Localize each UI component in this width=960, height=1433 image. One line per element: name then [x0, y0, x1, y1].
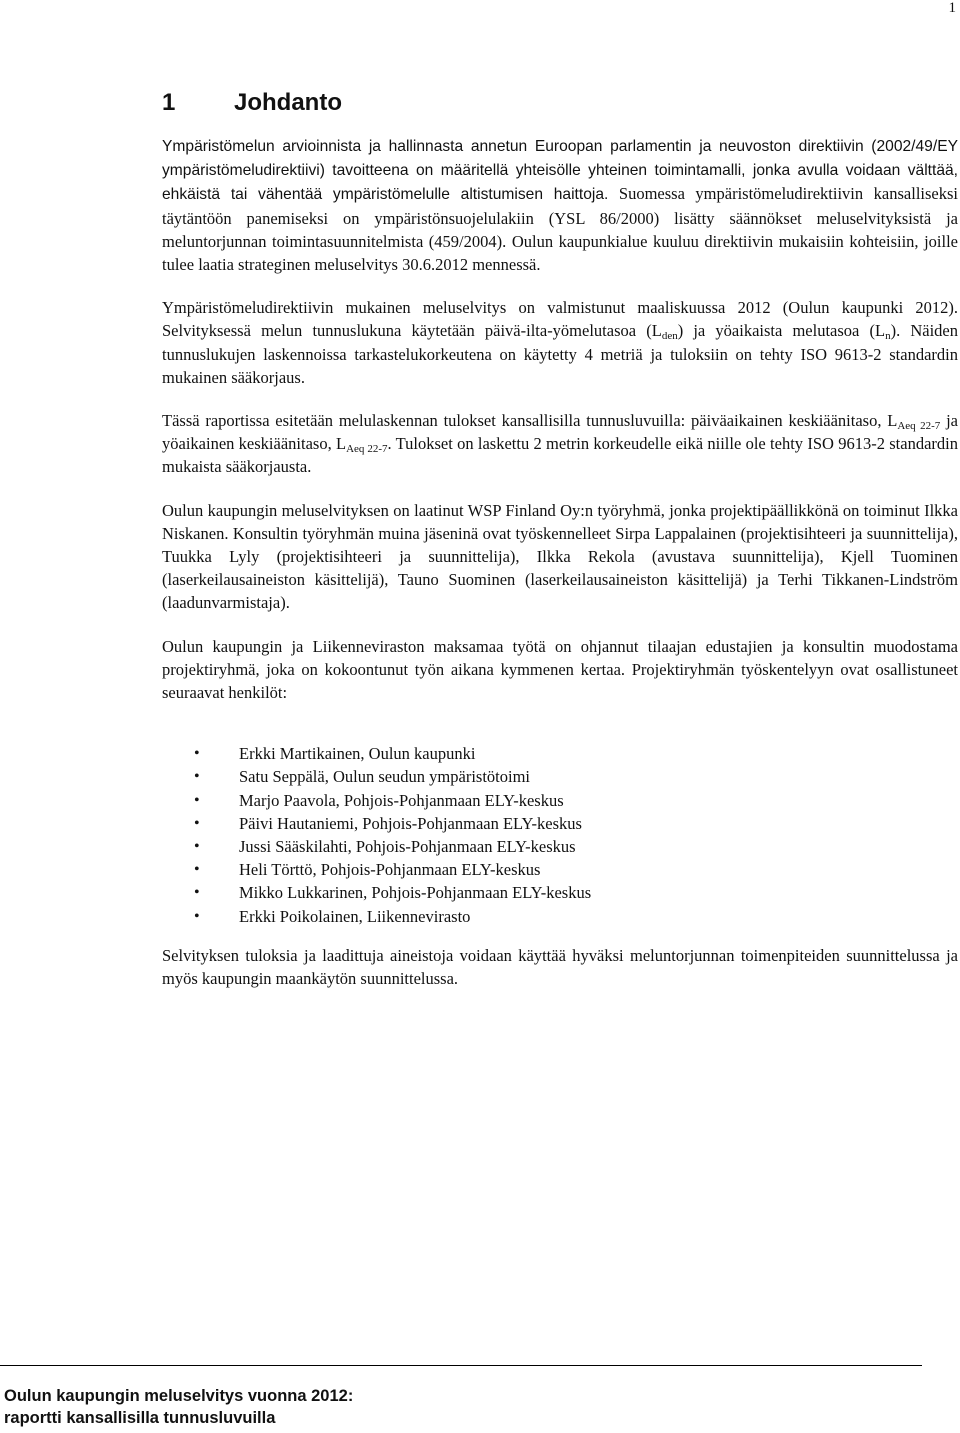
text-run: Ympäristömeludirektiivin mukainen meluselvitys on valmistunut maaliskuussa 2012 (Oulun kaupunki 2012). Selvityksessä melun tunnuslukuna käytetään päivä-ilta-yömelutasoa (L — [162, 298, 958, 341]
subscript: Aeq 22-7 — [346, 443, 388, 456]
subscript: den — [661, 330, 678, 343]
paragraph-intro-serif-a: Suomessa ympäristömeludirektiivin kansalliseksi täytäntöön panemiseksi on ympäristönsuojelulakiin (YSL 86/2000) lisätty säännökset meluselvityksistä ja meluntorjunnan toimintasuunnitelmista (459/2004). — [162, 184, 958, 251]
subscript: n — [885, 330, 891, 343]
paragraph-usage: Selvityksen tuloksia ja laadittuja aineistoja voidaan käyttää hyväksi meluntorjunnan toimenpiteiden suunnittelussa ja myös kaupungin maankäytön suunnittelussa. — [162, 945, 958, 989]
list-item — [162, 858, 958, 881]
footer-line-2: raportti kansallisilla tunnusluvuilla — [4, 1409, 276, 1427]
text-run: ) ja yöaikaista melutasoa (L — [677, 321, 886, 341]
page-number: 1 — [948, 0, 956, 16]
document-body — [162, 88, 958, 1010]
page-footer — [4, 1385, 353, 1429]
section-title: Johdanto — [234, 89, 342, 116]
footer-divider — [0, 1365, 922, 1366]
paragraph-intro-sans: Ympäristömelun arvioinnista ja hallinnasta annetun Euroopan parlamentin ja neuvoston direktiivin (2002/49/EY ympäristömeludirektiivi) tavoitteena on määritellä yhteisölle yhteinen toimintamalli, jonka avulla voidaan välttää, ehkäistä tai vähentää ympäristömelulle altistumisen haittoja. — [162, 138, 958, 204]
person-name: Päivi Hautaniemi, Pohjois-Pohjanmaan ELY-keskus — [239, 813, 582, 833]
list-item — [162, 812, 958, 835]
bullet-icon: • — [194, 814, 200, 832]
list-item — [162, 765, 958, 788]
list-item — [162, 789, 958, 812]
person-name: Heli Törttö, Pohjois-Pohjanmaan ELY-keskus — [239, 860, 541, 880]
section-heading — [162, 88, 958, 118]
list-item — [162, 742, 958, 765]
bullet-icon: • — [194, 907, 200, 925]
list-item — [162, 905, 958, 928]
text-run: ). Näiden tunnuslukujen laskennoissa tarkastelukorkeutena on käytetty 4 metriä ja tuloksiin on tehty ISO 9613-2 standardin mukainen sääkorjaus. — [162, 321, 958, 387]
paragraph-intro-serif-b: Oulun kaupunkialue kuuluu direktiivin mukaisiin kohteisiin, joille tulee laatia strateginen meluselvitys 30.6.2012 mennessä. — [162, 231, 958, 275]
text-run: . Tulokset on laskettu 2 metrin korkeudelle eikä niille ole tehty ISO 9613-2 standardin mukaista sääkorjausta. — [162, 434, 958, 477]
bullet-icon: • — [194, 768, 200, 786]
bullet-icon: • — [194, 791, 200, 809]
person-name: Marjo Paavola, Pohjois-Pohjanmaan ELY-keskus — [239, 790, 564, 810]
paragraph-report-scope — [162, 409, 958, 479]
paragraph-noise-survey — [162, 296, 958, 389]
person-name: Erkki Poikolainen, Liikennevirasto — [239, 906, 471, 926]
text-run: ja yöaikainen keskiäänitaso, L — [162, 411, 958, 454]
bullet-icon: • — [194, 838, 200, 856]
text-run: Tässä raportissa esitetään melulaskennan tulokset kansallisilla tunnusluvuilla: päiväaikainen keskiäänitaso, L — [162, 411, 898, 431]
bullet-icon: • — [194, 745, 200, 763]
section-number: 1 — [162, 89, 176, 116]
people-list — [162, 742, 958, 928]
list-item — [162, 881, 958, 904]
person-name: Jussi Sääskilahti, Pohjois-Pohjanmaan ELY-keskus — [239, 837, 576, 857]
person-name: Erkki Martikainen, Oulun kaupunki — [239, 744, 476, 764]
paragraph-intro — [162, 134, 958, 276]
person-name: Satu Seppälä, Oulun seudun ympäristötoimi — [239, 767, 531, 787]
footer-line-1: Oulun kaupungin meluselvitys vuonna 2012: — [4, 1387, 354, 1405]
bullet-icon: • — [194, 884, 200, 902]
paragraph-project-group: Oulun kaupungin ja Liikenneviraston maksamaa työtä on ohjannut tilaajan edustajien ja konsultin muodostama projektiryhmä, joka on kokoontunut työn aikana kymmenen kertaa. Projektiryhmän työskentelyyn ovat osallistuneet seuraavat henkilöt: — [162, 636, 958, 703]
list-item — [162, 835, 958, 858]
person-name: Mikko Lukkarinen, Pohjois-Pohjanmaan ELY-keskus — [239, 883, 592, 903]
paragraph-authors: Oulun kaupungin meluselvityksen on laatinut WSP Finland Oy:n työryhmä, jonka projektipäällikkönä on toiminut Ilkka Niskanen. Konsultin työryhmän muina jäseninä ovat työskennelleet Sirpa Lappalainen (projektisihteeri ja suunnittelija), Tuukka Lyly (projektisihteeri ja suunnittelija), Ilkka Rekola (avustava suunnittelija), Kjell Tuominen (laserkeilausaineiston käsittelijä), Tauno Suominen (laserkeilausaineiston käsittelijä) ja Terhi Tikkanen-Lindström (laadunvarmistaja). — [162, 500, 958, 613]
bullet-icon: • — [194, 861, 200, 879]
subscript: Aeq 22-7 — [897, 420, 941, 433]
